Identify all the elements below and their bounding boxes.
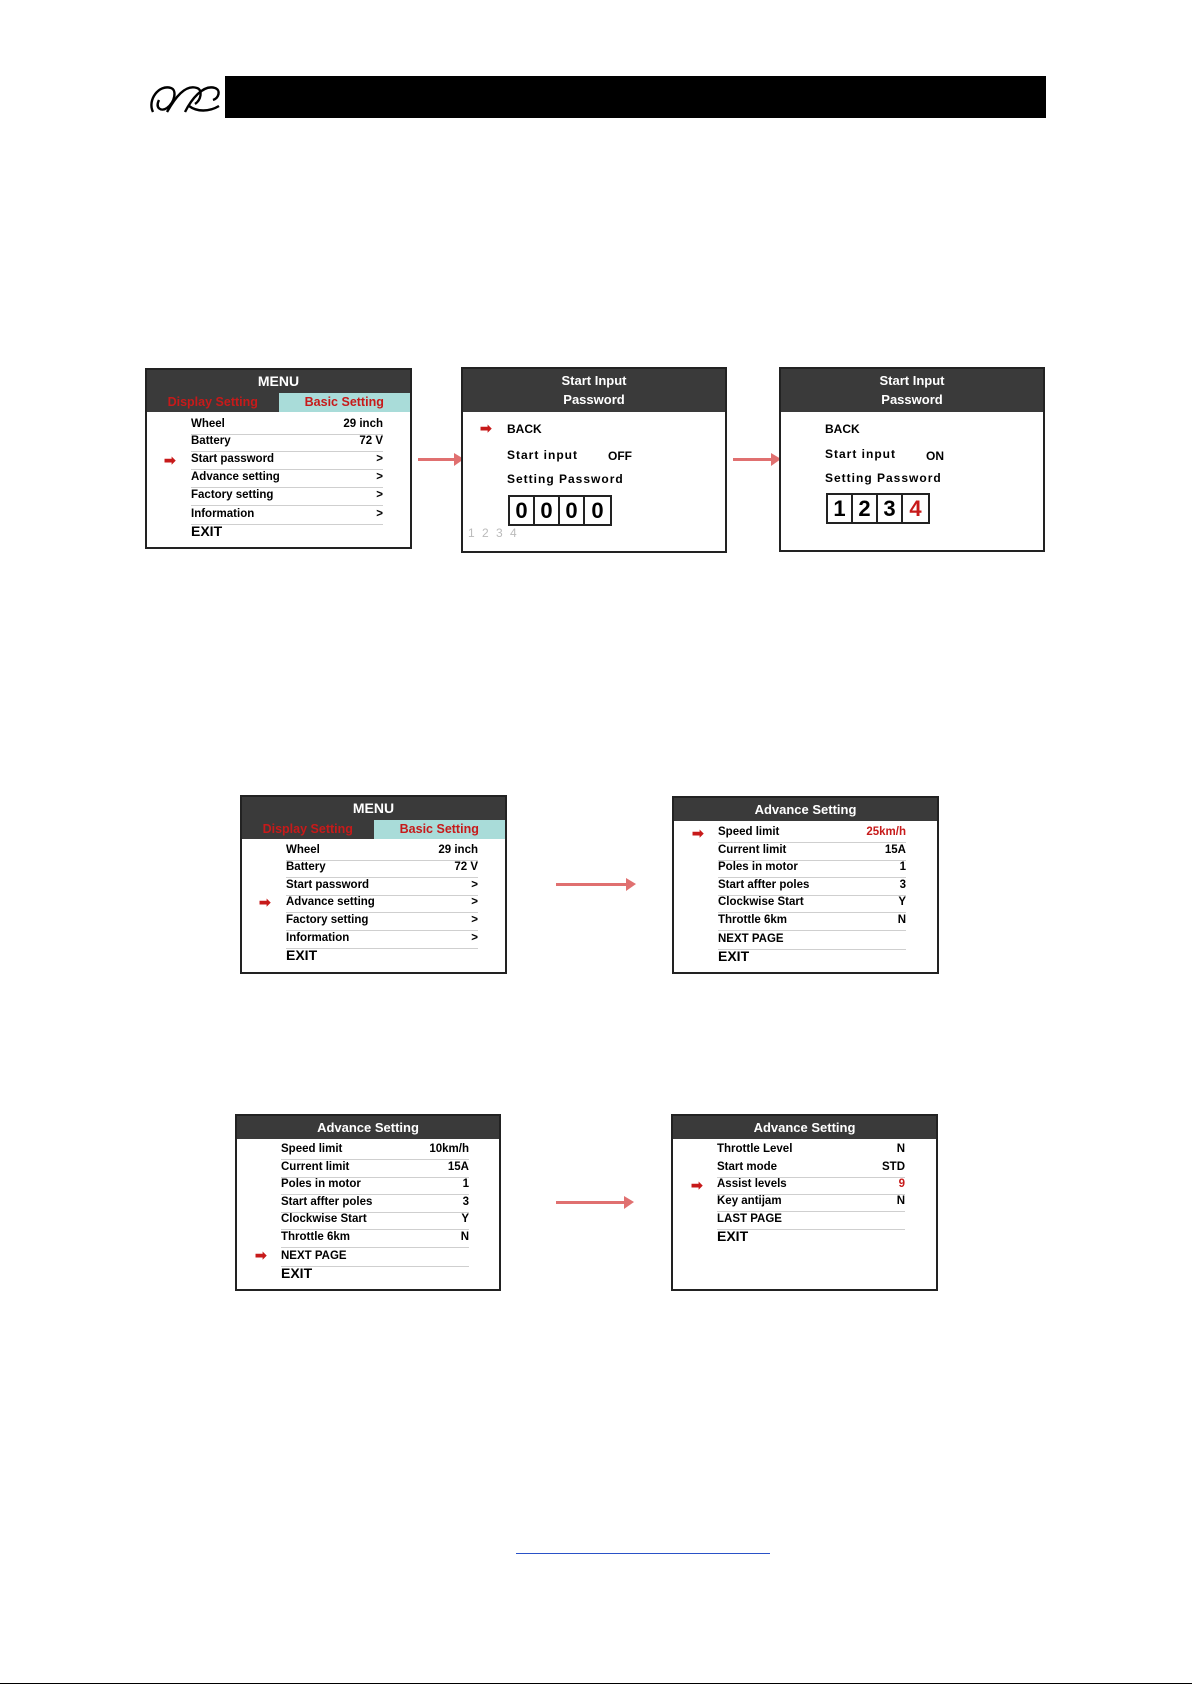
menu-tabs — [242, 820, 505, 839]
back-button[interactable]: BACK — [507, 422, 542, 436]
password-panel-on — [779, 367, 1045, 552]
password-title: Start Input Password — [463, 369, 725, 412]
menu-row-factory-setting[interactable]: Factory setting > — [286, 914, 478, 931]
footer-link-underline[interactable] — [516, 1553, 770, 1554]
menu-row-advance-setting[interactable]: Advance setting > — [286, 896, 478, 913]
last-page-button[interactable]: LAST PAGE — [717, 1213, 905, 1230]
advance-title: Advance Setting — [237, 1116, 499, 1139]
menu-row-battery[interactable]: Battery 72 V — [286, 861, 478, 878]
flow-arrow — [556, 883, 628, 886]
exit-button[interactable]: EXIT — [191, 523, 223, 539]
tab-display-setting[interactable]: Display Setting — [242, 820, 374, 839]
next-page-button[interactable]: NEXT PAGE — [718, 933, 906, 950]
password-digit[interactable]: 0 — [585, 497, 610, 524]
exit-button[interactable]: EXIT — [718, 948, 750, 964]
start-input-label: Start input — [507, 448, 578, 462]
password-panel-off — [461, 367, 727, 553]
adv-row-throttle-6km[interactable]: Throttle 6km N — [281, 1231, 469, 1248]
right-arrow-icon: ➡ — [692, 825, 704, 841]
start-input-value[interactable]: OFF — [608, 449, 632, 463]
menu-row-factory-setting[interactable]: Factory setting > — [191, 489, 383, 506]
advance-title: Advance Setting — [673, 1116, 936, 1139]
adv-row-key-antijam[interactable]: Key antijam N — [717, 1195, 905, 1212]
right-arrow-icon: ➡ — [691, 1177, 703, 1193]
right-arrow-icon: ➡ — [164, 452, 176, 468]
flow-arrow — [418, 458, 456, 461]
brand-logo — [145, 76, 225, 118]
menu-panel-1 — [145, 368, 412, 549]
menu-row-start-password[interactable]: Start password > — [191, 453, 383, 470]
exit-button[interactable]: EXIT — [286, 947, 318, 963]
page-bottom-rule — [0, 1683, 1192, 1684]
start-input-label: Start input — [825, 447, 896, 461]
adv-row-start-after-poles[interactable]: Start affter poles 3 — [718, 879, 906, 896]
adv-row-assist-levels[interactable]: Assist levels 9 — [717, 1178, 905, 1195]
tab-basic-setting[interactable]: Basic Setting — [374, 820, 506, 839]
adv-row-clockwise-start[interactable]: Clockwise Start Y — [281, 1213, 469, 1230]
menu-row-information[interactable]: Information > — [191, 508, 383, 525]
password-digits[interactable] — [826, 493, 930, 524]
menu-row-wheel[interactable]: Wheel 29 inch — [191, 418, 383, 435]
tab-basic-setting[interactable]: Basic Setting — [279, 393, 411, 412]
password-title: Start Input Password — [781, 369, 1043, 412]
menu-row-start-password[interactable]: Start password > — [286, 879, 478, 896]
menu-row-wheel[interactable]: Wheel 29 inch — [286, 844, 478, 861]
menu-row-information[interactable]: Information > — [286, 932, 478, 949]
adv-row-poles-in-motor[interactable]: Poles in motor 1 — [281, 1178, 469, 1195]
password-digit[interactable]: 0 — [560, 497, 585, 524]
tab-display-setting[interactable]: Display Setting — [147, 393, 279, 412]
password-digits[interactable] — [508, 495, 612, 526]
adv-row-poles-in-motor[interactable]: Poles in motor 1 — [718, 861, 906, 878]
back-button[interactable]: BACK — [825, 422, 860, 436]
exit-button[interactable]: EXIT — [717, 1228, 749, 1244]
start-input-value[interactable]: ON — [926, 449, 944, 463]
menu-title: MENU — [242, 797, 505, 820]
password-digit[interactable]: 1 — [828, 495, 853, 522]
setting-password-label: Setting Password — [507, 472, 624, 486]
adv-row-start-mode[interactable]: Start mode STD — [717, 1161, 905, 1178]
faint-digit-text: 1 2 3 4 — [468, 526, 519, 540]
password-digit[interactable]: 0 — [535, 497, 560, 524]
menu-tabs — [147, 393, 410, 412]
advance-title: Advance Setting — [674, 798, 937, 821]
adv-row-speed-limit[interactable]: Speed limit 10km/h — [281, 1143, 469, 1160]
adv-row-throttle-6km[interactable]: Throttle 6km N — [718, 914, 906, 931]
password-digit[interactable]: 3 — [878, 495, 903, 522]
advance-panel-2 — [235, 1114, 501, 1291]
menu-title: MENU — [147, 370, 410, 393]
menu-row-advance-setting[interactable]: Advance setting > — [191, 471, 383, 488]
adv-row-start-after-poles[interactable]: Start affter poles 3 — [281, 1196, 469, 1213]
header-bar — [145, 76, 1046, 118]
adv-row-throttle-level[interactable]: Throttle Level N — [717, 1143, 905, 1155]
flow-arrow — [556, 1201, 626, 1204]
advance-panel-3 — [671, 1114, 938, 1291]
exit-button[interactable]: EXIT — [281, 1265, 313, 1281]
password-digit-active[interactable]: 4 — [903, 495, 928, 522]
password-digit[interactable]: 0 — [510, 497, 535, 524]
menu-panel-2 — [240, 795, 507, 974]
next-page-button[interactable]: NEXT PAGE — [281, 1250, 469, 1267]
advance-panel-1 — [672, 796, 939, 974]
right-arrow-icon: ➡ — [480, 420, 492, 436]
password-digit[interactable]: 2 — [853, 495, 878, 522]
right-arrow-icon: ➡ — [255, 1247, 267, 1263]
menu-row-battery[interactable]: Battery 72 V — [191, 435, 383, 452]
adv-row-current-limit[interactable]: Current limit 15A — [281, 1161, 469, 1178]
adv-row-current-limit[interactable]: Current limit 15A — [718, 844, 906, 861]
setting-password-label: Setting Password — [825, 471, 942, 485]
adv-row-speed-limit[interactable]: Speed limit 25km/h — [718, 826, 906, 843]
flow-arrow — [733, 458, 773, 461]
adv-row-clockwise-start[interactable]: Clockwise Start Y — [718, 896, 906, 913]
right-arrow-icon: ➡ — [259, 894, 271, 910]
